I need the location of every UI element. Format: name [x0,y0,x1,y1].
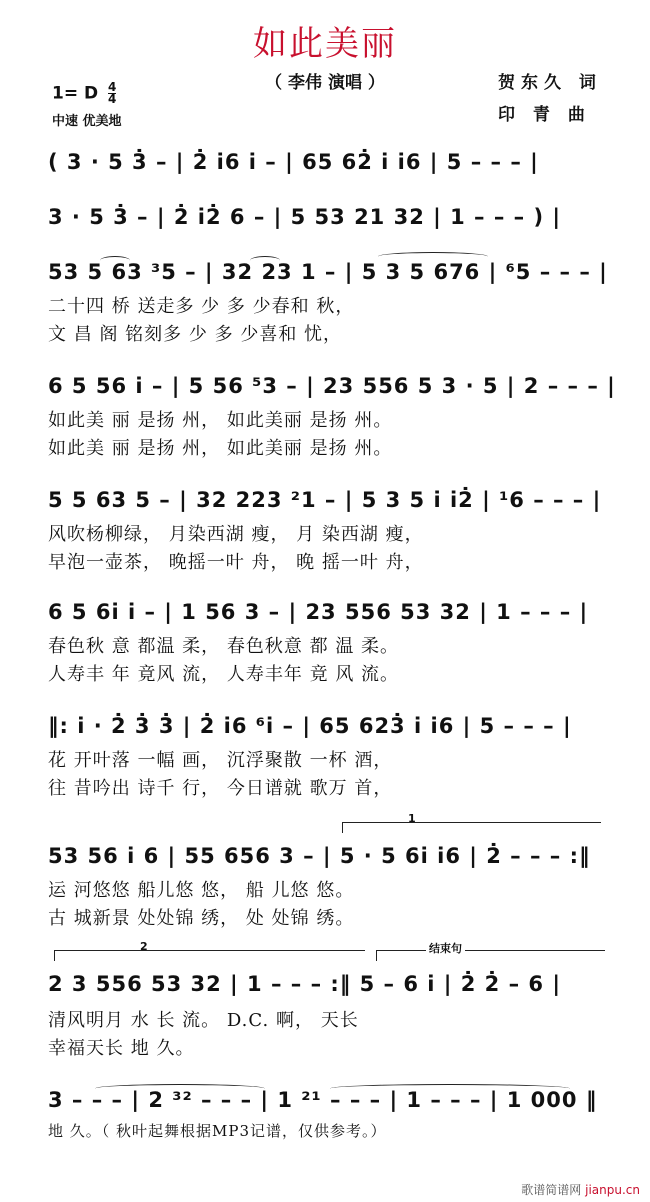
notation-line: 6 5 6i i – | 1 56 3 – | 23 556 53 32 | 1 – – – | [48,600,589,624]
ending-bracket [376,950,605,961]
time-bottom: 4 [108,92,117,106]
lyric-verse-2: 往 昔吟出 诗千 行， 今日谱就 歌万 首， [48,778,393,799]
tie [95,1084,265,1093]
notation-line: 6 5 56 i – | 5 56 ⁵3 – | 23 556 5 3 · 5 | 2 – – – | [48,374,616,398]
volta-2-bracket [54,950,365,961]
lyric-verse-1: 清风明月 水 长 流。 D.C. 啊， 天长 [48,1010,359,1031]
notation-line: 3 – – – | 2 ³² – – – | 1 ²¹ – – – | 1 – – – | 1 000 ‖ [48,1088,598,1112]
singer-credit: （ 李伟 演唱 ） [265,73,385,93]
volta-1-bracket [342,822,601,833]
tie [330,1084,570,1093]
lyric-verse-2: 早泡一壶茶， 晚摇一叶 舟， 晚 摇一叶 舟， [48,552,424,573]
time-signature [108,82,116,105]
lyric-verse-1: 二十四 桥 送走多 少 多 少春和 秋， [48,296,355,317]
key-signature [52,82,116,105]
tie [378,252,488,261]
lyric-verse-1: 如此美 丽 是扬 州， 如此美丽 是扬 州。 [48,410,393,431]
time-top: 4 [108,80,117,94]
lyric-verse-2: 人寿丰 年 竟风 流， 人寿丰年 竟 风 流。 [48,664,400,685]
lyric-verse-1: 风吹杨柳绿， 月染西湖 瘦， 月 染西湖 瘦， [48,524,424,545]
lyric-verse-2: 古 城新景 处处锦 绣， 处 处锦 绣。 [48,908,355,929]
notation-line: 53 5 63 ³5 – | 32 23 1 – | 5 3 5 676 | ⁶5 – – – | [48,260,608,284]
watermark-left: 歌谱简谱网 [521,1183,582,1197]
site-watermark [521,1181,640,1198]
tie [100,256,130,265]
notation-line: 2 3 556 53 32 | 1 – – – :‖ 5 – 6 i | 2̇ 2̇ – 6 | [48,972,562,996]
lyric-verse-2: 如此美 丽 是扬 州， 如此美丽 是扬 州。 [48,438,393,459]
volta-1-label: 1 [408,812,416,825]
lyricist-credit: 贺东久 词 [498,73,602,93]
lyric-verse-2: 文 昌 阁 铭刻多 少 多 少喜和 忧， [48,324,343,345]
volta-2-label: 2 [140,940,148,953]
notation-line: ‖: i · 2̇ 3̇ 3̇ | 2̇ i6 ⁶i – | 65 623̇ i i6 | 5 – – – | [48,714,572,738]
tie [250,256,280,265]
lyric-verse-2: 幸福天长 地 久。 [48,1038,195,1059]
lyric-verse-1: 花 开叶落 一幅 画， 沉浮聚散 一杯 酒， [48,750,393,771]
notation-line: 53 56 i 6 | 55 656 3 – | 5 · 5 6i i6 | 2̇ – – – :‖ [48,844,591,868]
song-title: 如此美丽 [253,24,397,64]
ending-label: 结束句 [426,940,465,956]
composer-credit: 印 青 曲 [498,105,591,125]
lyric-verse-1: 运 河悠悠 船儿悠 悠， 船 儿悠 悠。 [48,880,355,901]
lyric-verse-1: 地 久。（ 秋叶起舞根据MP3记谱，仅供参考。） [48,1122,387,1140]
watermark-right: jianpu.cn [585,1183,640,1197]
notation-line: 3 · 5 3̇ – | 2̇ i2̇ 6 – | 5 53 21 32 | 1 – – – ) | [48,205,562,229]
tempo-marking: 中速 优美地 [52,114,122,129]
lyric-verse-1: 春色秋 意 都温 柔， 春色秋意 都 温 柔。 [48,636,400,657]
key-label: 1= D [52,83,99,104]
notation-line: ( 3 · 5 3̇ – | 2̇ i6 i – | 65 62̇ i i6 | 5 – – – | [48,150,539,174]
notation-line: 5 5 63 5 – | 32 223 ²1 – | 5 3 5 i i2̇ | ¹6 – – – | [48,488,602,512]
